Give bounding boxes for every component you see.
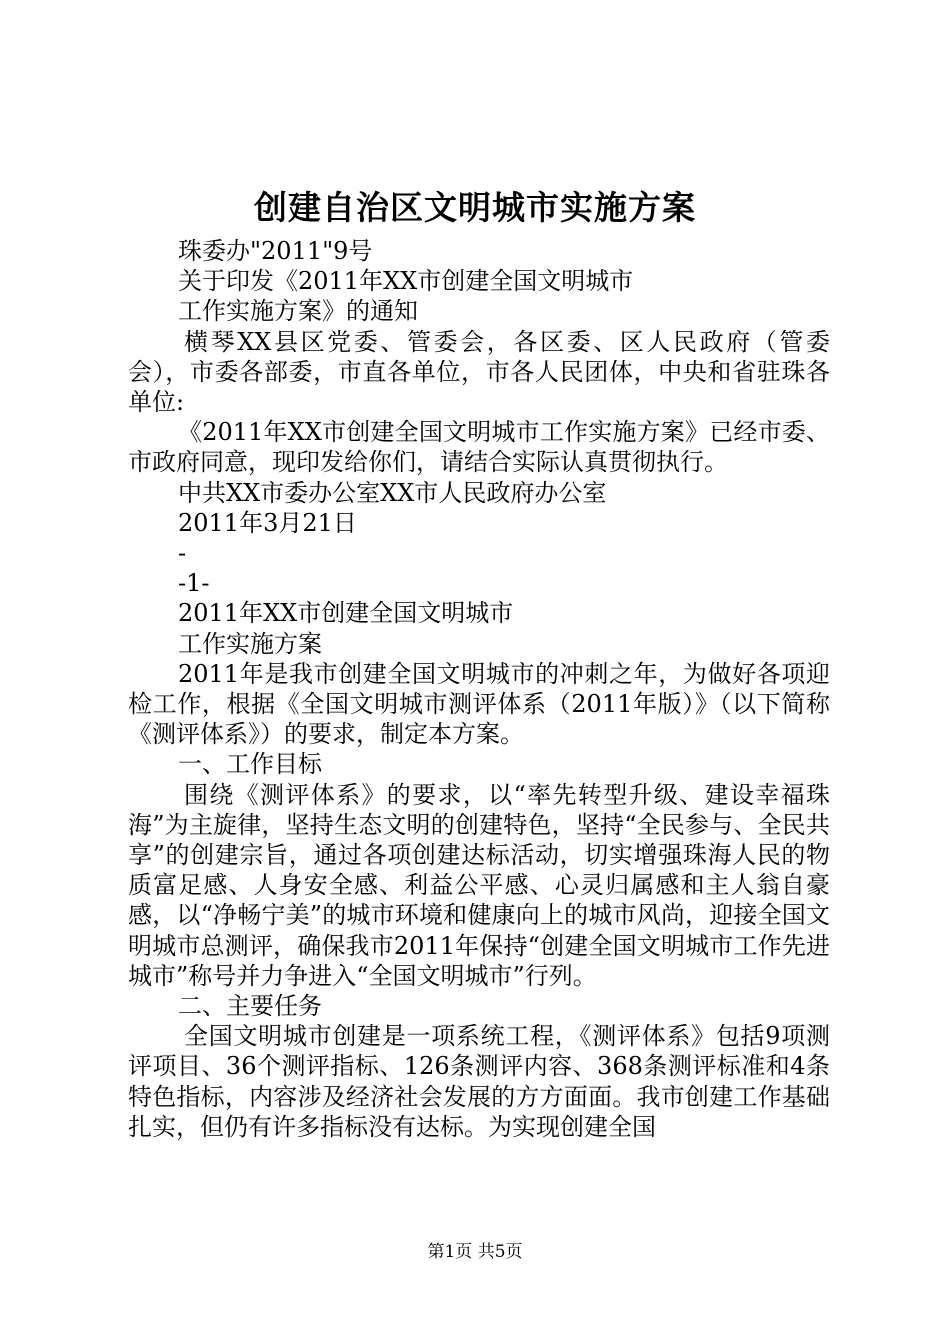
tasks-paragraph: 全国文明城市创建是一项系统工程，《测评体系》包括9项测评项目、36个测评指标、126条测评内容、368条测评标准和4条特色指标，内容涉及经济社会发展的方方面面。我市创建工作基础扎实，但仍有许多指标没有达标。为实现创建全国 <box>128 1022 830 1141</box>
notice-body-paragraph: 《2011年XX市创建全国文明城市工作实施方案》已经市委、市政府同意，现印发给你们，请结合实际认真贯彻执行。 <box>128 418 830 477</box>
inline-page-marker: -1- <box>178 569 210 598</box>
issue-date: 2011年3月21日 <box>178 508 357 537</box>
intro-paragraph: 2011年是我市创建全国文明城市的冲刺之年，为做好各项迎检工作，根据《全国文明城市测评体系（2011年版）》（以下简称《测评体系》）的要求，制定本方案。 <box>128 659 830 749</box>
notice-title-line-1: 关于印发《2011年XX市创建全国文明城市 <box>178 267 634 296</box>
separator-dash: - <box>178 539 187 568</box>
notice-title-line-2: 工作实施方案》的通知 <box>178 297 418 326</box>
section-heading-goals: 一、工作目标 <box>178 750 322 779</box>
recipients-paragraph: 横琴XX县区党委、管委会，各区委、区人民政府（管委会），市委各部委，市直各单位，市各人民团体，中央和省驻珠各单位: <box>128 327 830 417</box>
document-body <box>128 236 830 1142</box>
issuer-line: 中共XX市委办公室XX市人民政府办公室 <box>178 478 607 507</box>
plan-title-line-2: 工作实施方案 <box>178 629 322 658</box>
plan-title-line-1: 2011年XX市创建全国文明城市 <box>178 599 514 628</box>
section-heading-tasks: 二、主要任务 <box>178 992 322 1021</box>
page-footer: 第1页 共5页 <box>427 1242 523 1262</box>
doc-number: 珠委办"2011"9号 <box>178 237 373 265</box>
goals-paragraph: 围绕《测评体系》的要求，以“率先转型升级、建设幸福珠海”为主旋律，坚持生态文明的创建特色，坚持“全民参与、全民共享”的创建宗旨，通过各项创建达标活动，切实增强珠海人民的物质富足感、人身安全感、利益公平感、心灵归属感和主人翁自豪感，以“净畅宁美”的城市环境和健康向上的城市风尚，迎接全国文明城市总测评，确保我市2011年保持“创建全国文明城市工作先进城市”称号并力争进入“全国文明城市”行列。 <box>128 780 830 990</box>
document-title: 创建自治区文明城市实施方案 <box>254 188 696 227</box>
